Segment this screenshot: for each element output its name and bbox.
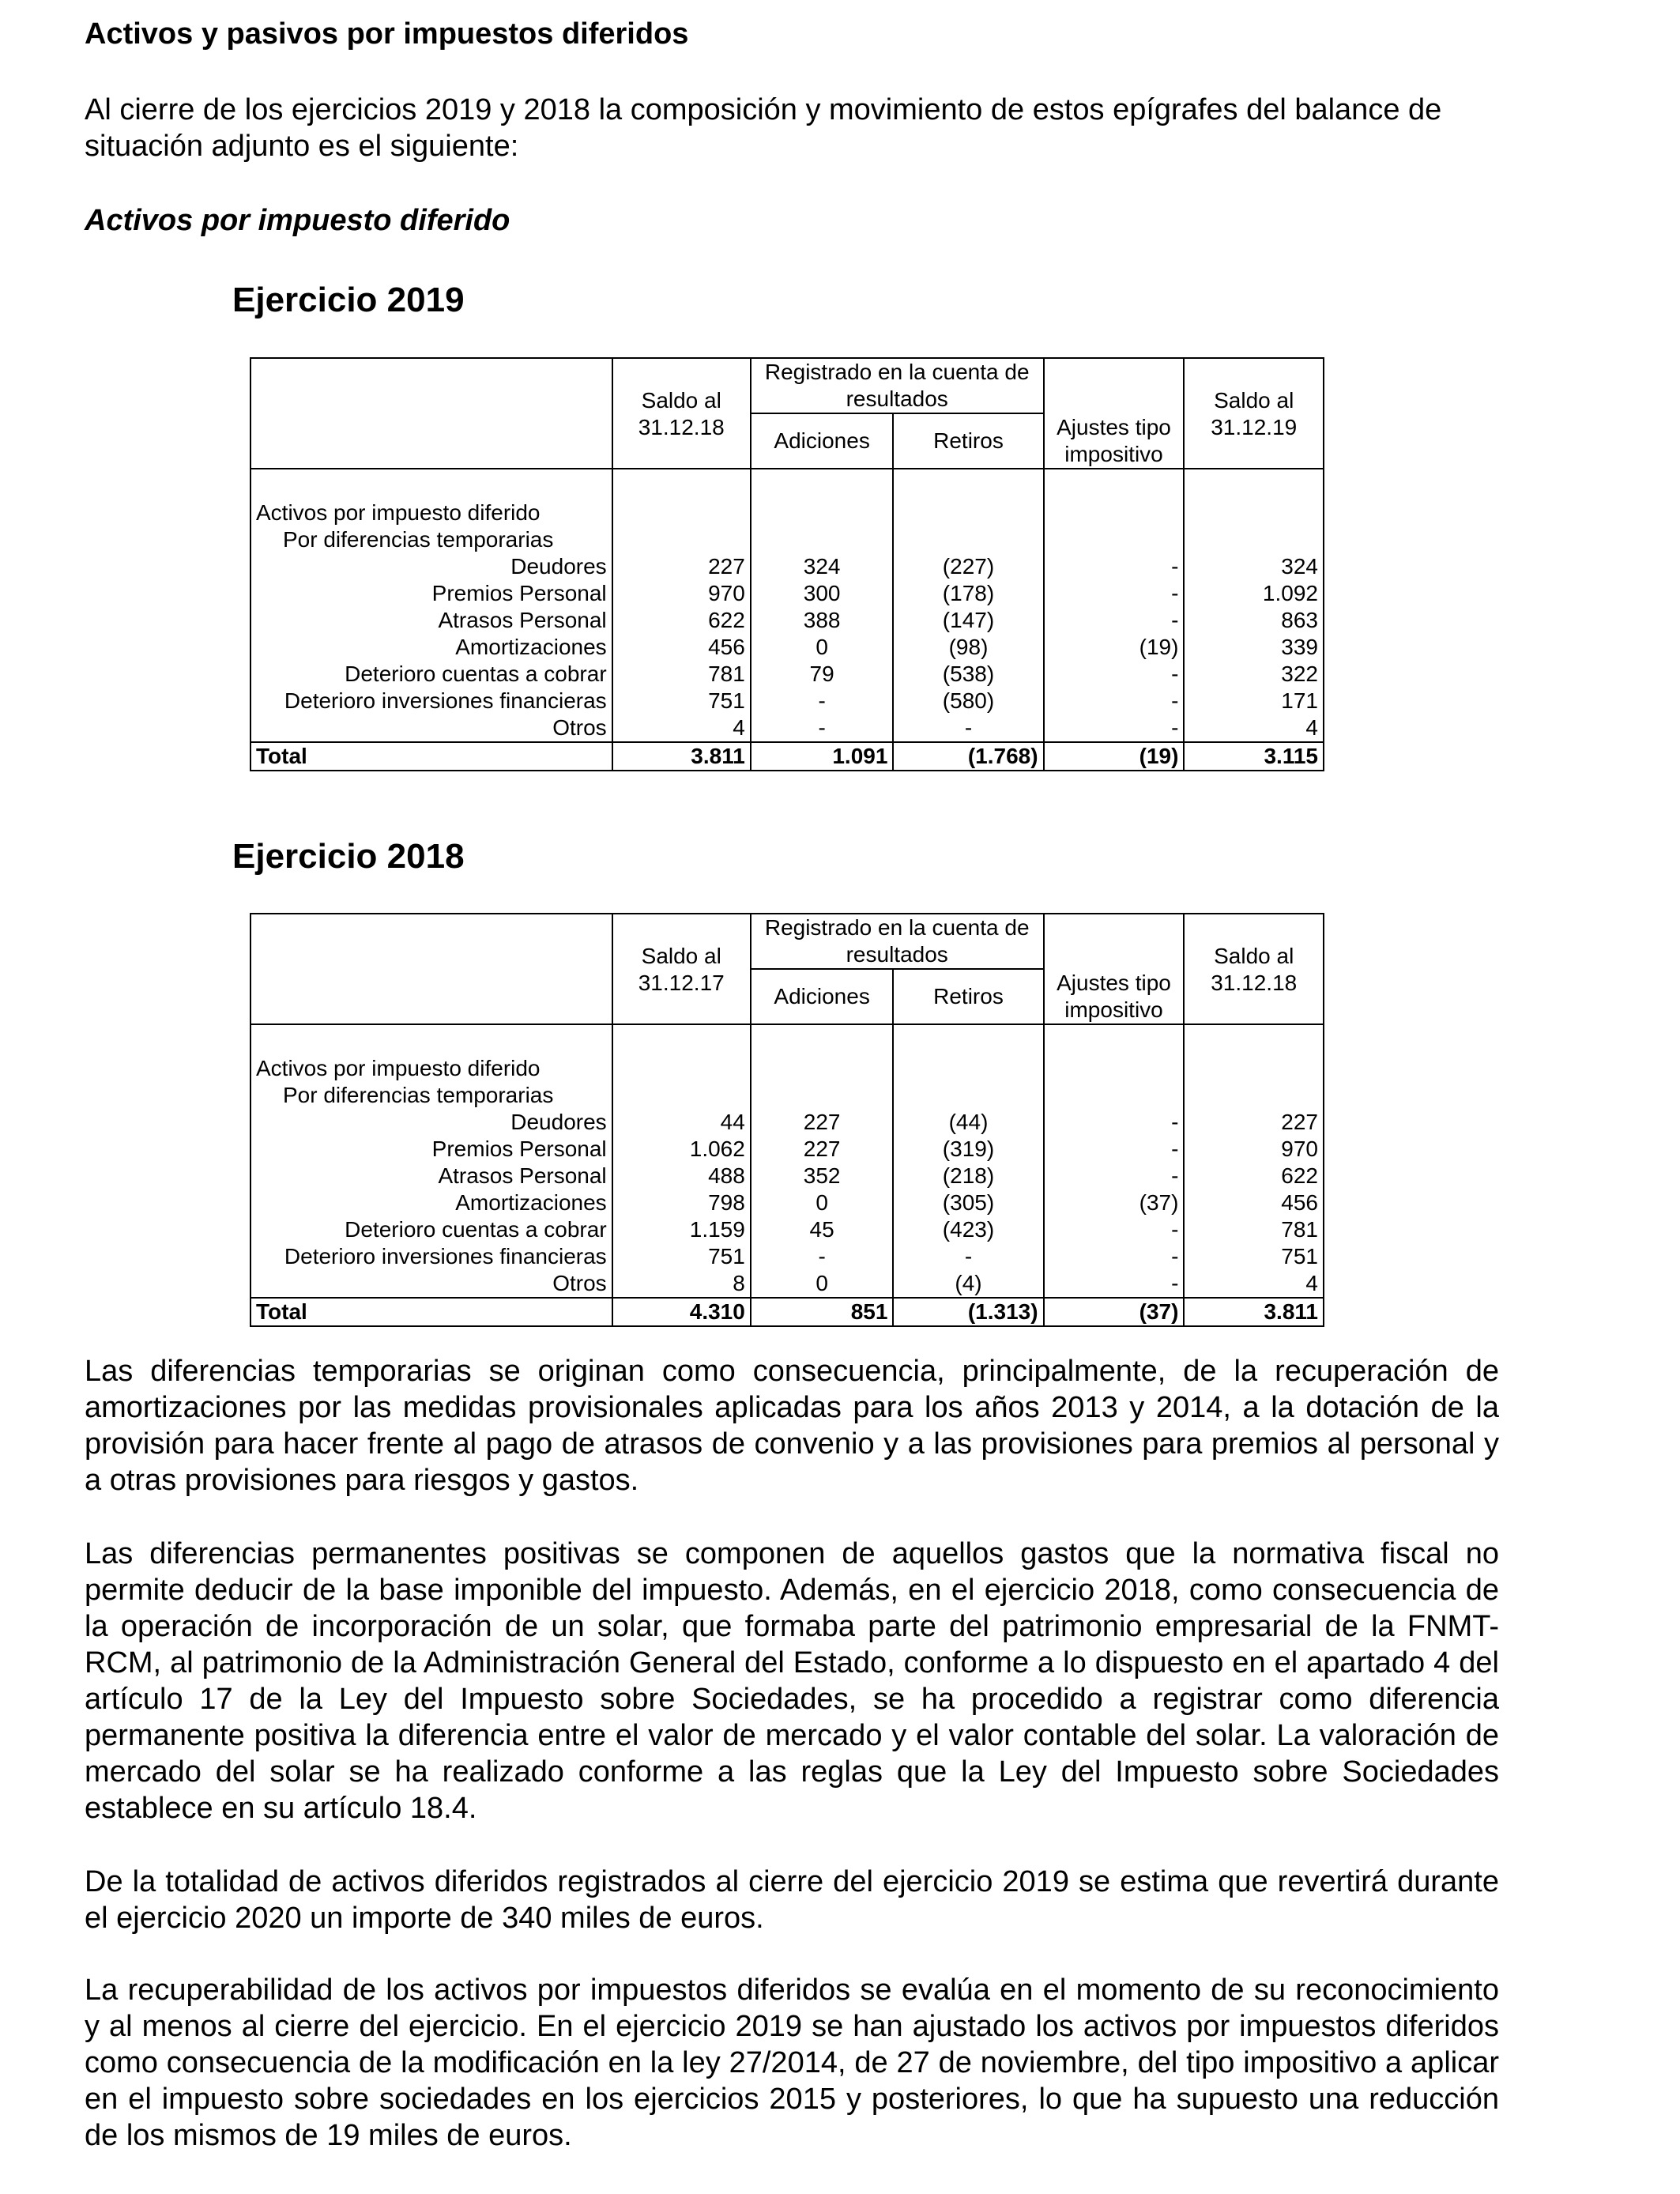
table-row [250, 1189, 1324, 1216]
group-label: Activos por impuesto diferido [250, 499, 612, 526]
cell-saldo-final: 781 [1184, 1216, 1324, 1243]
table-row [250, 714, 1324, 742]
header-registrado-line: Registrado en la cuenta de [764, 915, 1030, 940]
cell-retiros: (305) [893, 1189, 1043, 1216]
cell-saldo-final: 339 [1184, 634, 1324, 661]
header-saldo-final-line: Saldo al [1214, 388, 1294, 413]
cell-adiciones: - [751, 1243, 894, 1270]
header-retiros: Retiros [893, 413, 1043, 469]
header-ajustes-line: Ajustes tipo [1057, 971, 1171, 995]
deferred-tax-table-2019 [250, 357, 1324, 771]
subgroup-label: Por diferencias temporarias [250, 1082, 612, 1109]
total-adiciones: 1.091 [751, 742, 894, 771]
table-row [250, 1270, 1324, 1298]
spacer-cell [751, 469, 894, 499]
cell-adiciones: 0 [751, 1189, 894, 1216]
table-row [250, 553, 1324, 580]
cell-adiciones: 45 [751, 1216, 894, 1243]
row-label: Deterioro inversiones financieras [250, 1243, 612, 1270]
header-ajustes-line: Ajustes tipo [1057, 415, 1171, 439]
cell-saldo-inicial: 622 [612, 607, 751, 634]
total-saldo-inicial: 4.310 [612, 1298, 751, 1326]
paragraph-temporary-differences: Las diferencias temporarias se originan como consecuencia, principalmente, de la recuperación de amortizaciones por las medidas provisionales aplicadas para los años 2013 y 2014, a la dotación de la provisión para hacer frente al pago de atrasos de convenio y a las provisiones para premios al personal y a otras provisiones para riesgos y gastos. [85, 1355, 1499, 1497]
header-ajustes [1044, 914, 1185, 1024]
header-saldo-final-line: 31.12.19 [1211, 415, 1298, 439]
header-registrado-line: resultados [846, 386, 948, 411]
header-adiciones: Adiciones [751, 413, 894, 469]
cell-retiros: (423) [893, 1216, 1043, 1243]
table-row [250, 1136, 1324, 1163]
total-label: Total [250, 1298, 612, 1326]
cell-saldo-inicial: 798 [612, 1189, 751, 1216]
cell-saldo-final: 1.092 [1184, 580, 1324, 607]
empty-cell [893, 1082, 1043, 1109]
cell-retiros: (44) [893, 1109, 1043, 1136]
cell-retiros: (98) [893, 634, 1043, 661]
cell-adiciones: 0 [751, 1270, 894, 1298]
cell-saldo-inicial: 488 [612, 1163, 751, 1189]
header-saldo-final-line: 31.12.18 [1211, 971, 1298, 995]
cell-saldo-final: 751 [1184, 1243, 1324, 1270]
subsection-heading: Activos por impuesto diferido [85, 204, 510, 237]
cell-adiciones: 227 [751, 1136, 894, 1163]
spacer-cell [1184, 1024, 1324, 1055]
cell-saldo-inicial: 4 [612, 714, 751, 742]
cell-saldo-final: 4 [1184, 714, 1324, 742]
empty-cell [1044, 499, 1185, 526]
cell-ajustes: - [1044, 661, 1185, 688]
section-heading: Activos y pasivos por impuestos diferidos [85, 17, 689, 51]
empty-cell [612, 499, 751, 526]
row-label: Deterioro cuentas a cobrar [250, 1216, 612, 1243]
cell-adiciones: 0 [751, 634, 894, 661]
empty-cell [1044, 1082, 1185, 1109]
cell-retiros: - [893, 1243, 1043, 1270]
empty-cell [1184, 499, 1324, 526]
cell-ajustes: - [1044, 1243, 1185, 1270]
cell-ajustes: - [1044, 607, 1185, 634]
header-saldo-inicial [612, 358, 751, 469]
cell-retiros: (147) [893, 607, 1043, 634]
total-ajustes: (19) [1044, 742, 1185, 771]
empty-cell [1044, 1055, 1185, 1082]
row-label: Amortizaciones [250, 1189, 612, 1216]
empty-cell [751, 526, 894, 553]
empty-cell [751, 1055, 894, 1082]
spacer-cell [893, 469, 1043, 499]
cell-adiciones: 79 [751, 661, 894, 688]
row-label: Amortizaciones [250, 634, 612, 661]
cell-saldo-inicial: 8 [612, 1270, 751, 1298]
cell-retiros: (218) [893, 1163, 1043, 1189]
total-retiros: (1.768) [893, 742, 1043, 771]
subgroup-label: Por diferencias temporarias [250, 526, 612, 553]
cell-ajustes: - [1044, 1163, 1185, 1189]
cell-ajustes: - [1044, 714, 1185, 742]
empty-cell [1184, 1082, 1324, 1109]
header-saldo-inicial-line: Saldo al [641, 944, 721, 968]
table-row [250, 580, 1324, 607]
total-row [250, 1298, 1324, 1326]
header-saldo-inicial-line: 31.12.17 [638, 971, 725, 995]
header-registrado [751, 358, 1044, 413]
paragraph-permanent-differences: Las diferencias permanentes positivas se componen de aquellos gastos que la normativa fiscal no permite deducir de la base imponible del impuesto. Además, en el ejercicio 2018, como consecuencia de la operación de incorporación de un solar, que formaba parte del patrimonio empresarial de la FNMT-RCM, al patrimonio de la Administración General del Estado, conforme a lo dispuesto en el apartado 4 del artículo 17 de la Ley del Impuesto sobre Sociedades, se ha procedido a registrar como diferencia permanente positiva la diferencia entre el valor de mercado y el valor contable del solar. La valoración de mercado del solar se ha realizado conforme a las reglas que la Ley del Impuesto sobre Sociedades establece en su artículo 18.4. [85, 1537, 1499, 1825]
cell-saldo-inicial: 456 [612, 634, 751, 661]
spacer-cell [250, 469, 612, 499]
table-row [250, 1243, 1324, 1270]
cell-retiros: (538) [893, 661, 1043, 688]
cell-ajustes: (19) [1044, 634, 1185, 661]
total-saldo-inicial: 3.811 [612, 742, 751, 771]
row-label: Deudores [250, 1109, 612, 1136]
empty-cell [893, 1055, 1043, 1082]
empty-cell [612, 1082, 751, 1109]
row-label: Atrasos Personal [250, 1163, 612, 1189]
cell-saldo-final: 863 [1184, 607, 1324, 634]
cell-adiciones: 227 [751, 1109, 894, 1136]
spacer-cell [1044, 469, 1185, 499]
cell-saldo-inicial: 781 [612, 661, 751, 688]
spacer-cell [1044, 1024, 1185, 1055]
empty-cell [1044, 526, 1185, 553]
header-adiciones: Adiciones [751, 969, 894, 1024]
header-saldo-final [1184, 914, 1324, 1024]
cell-saldo-inicial: 1.159 [612, 1216, 751, 1243]
cell-retiros: (319) [893, 1136, 1043, 1163]
header-ajustes [1044, 358, 1185, 469]
total-ajustes: (37) [1044, 1298, 1185, 1326]
cell-saldo-inicial: 227 [612, 553, 751, 580]
table-title-2018: Ejercicio 2018 [232, 837, 465, 876]
cell-saldo-inicial: 751 [612, 1243, 751, 1270]
cell-saldo-inicial: 44 [612, 1109, 751, 1136]
cell-ajustes: - [1044, 553, 1185, 580]
cell-ajustes: - [1044, 688, 1185, 714]
cell-adiciones: 300 [751, 580, 894, 607]
cell-saldo-final: 227 [1184, 1109, 1324, 1136]
cell-ajustes: - [1044, 1109, 1185, 1136]
empty-cell [751, 499, 894, 526]
row-label: Deterioro cuentas a cobrar [250, 661, 612, 688]
cell-retiros: - [893, 714, 1043, 742]
cell-ajustes: - [1044, 1216, 1185, 1243]
total-row [250, 742, 1324, 771]
table-row [250, 688, 1324, 714]
cell-saldo-final: 622 [1184, 1163, 1324, 1189]
empty-cell [612, 526, 751, 553]
empty-cell [1184, 1055, 1324, 1082]
cell-saldo-inicial: 970 [612, 580, 751, 607]
header-retiros: Retiros [893, 969, 1043, 1024]
header-registrado-line: Registrado en la cuenta de [764, 360, 1030, 384]
intro-paragraph: Al cierre de los ejercicios 2019 y 2018 la composición y movimiento de estos epígrafes del balance de situación adjunto es el siguiente: [85, 93, 1442, 163]
header-ajustes-line: impositivo [1064, 442, 1163, 466]
cell-ajustes: - [1044, 1270, 1185, 1298]
row-label: Atrasos Personal [250, 607, 612, 634]
spacer-cell [1184, 469, 1324, 499]
spacer-cell [250, 1024, 612, 1055]
total-adiciones: 851 [751, 1298, 894, 1326]
row-label: Premios Personal [250, 580, 612, 607]
spacer-cell [751, 1024, 894, 1055]
cell-saldo-inicial: 1.062 [612, 1136, 751, 1163]
cell-retiros: (178) [893, 580, 1043, 607]
row-label: Premios Personal [250, 1136, 612, 1163]
table-title-2019: Ejercicio 2019 [232, 281, 465, 319]
cell-adiciones: 352 [751, 1163, 894, 1189]
empty-cell [893, 499, 1043, 526]
cell-retiros: (580) [893, 688, 1043, 714]
cell-saldo-final: 4 [1184, 1270, 1324, 1298]
total-label: Total [250, 742, 612, 771]
cell-ajustes: - [1044, 580, 1185, 607]
cell-saldo-final: 324 [1184, 553, 1324, 580]
cell-saldo-final: 456 [1184, 1189, 1324, 1216]
cell-adiciones: 388 [751, 607, 894, 634]
table-row [250, 607, 1324, 634]
cell-adiciones: 324 [751, 553, 894, 580]
cell-saldo-final: 171 [1184, 688, 1324, 714]
cell-retiros: (4) [893, 1270, 1043, 1298]
total-saldo-final: 3.811 [1184, 1298, 1324, 1326]
table-row [250, 1109, 1324, 1136]
empty-cell [612, 1055, 751, 1082]
header-saldo-final [1184, 358, 1324, 469]
group-label: Activos por impuesto diferido [250, 1055, 612, 1082]
empty-cell [751, 1082, 894, 1109]
table-row [250, 634, 1324, 661]
header-blank [250, 914, 612, 1024]
paragraph-reversal-estimate: De la totalidad de activos diferidos registrados al cierre del ejercicio 2019 se estima que revertirá durante el ejercicio 2020 un importe de 340 miles de euros. [85, 1865, 1499, 1935]
deferred-tax-table-2018 [250, 913, 1324, 1327]
empty-cell [893, 526, 1043, 553]
empty-cell [1184, 526, 1324, 553]
paragraph-recoverability: La recuperabilidad de los activos por impuestos diferidos se evalúa en el momento de su reconocimiento y al menos al cierre del ejercicio. En el ejercicio 2019 se han ajustado los activos por impuestos diferidos como consecuencia de la modificación en la ley 27/2014, de 27 de noviembre, del tipo impositivo a aplicar en el impuesto sobre sociedades en los ejercicios 2015 y posteriores, lo que ha supuesto una reducción de los mismos de 19 miles de euros. [85, 1973, 1499, 2152]
cell-saldo-final: 970 [1184, 1136, 1324, 1163]
header-saldo-final-line: Saldo al [1214, 944, 1294, 968]
row-label: Otros [250, 1270, 612, 1298]
row-label: Deudores [250, 553, 612, 580]
total-saldo-final: 3.115 [1184, 742, 1324, 771]
spacer-cell [893, 1024, 1043, 1055]
cell-saldo-inicial: 751 [612, 688, 751, 714]
cell-retiros: (227) [893, 553, 1043, 580]
header-registrado [751, 914, 1044, 969]
header-blank [250, 358, 612, 469]
total-retiros: (1.313) [893, 1298, 1043, 1326]
cell-adiciones: - [751, 688, 894, 714]
table-row [250, 661, 1324, 688]
header-ajustes-line: impositivo [1064, 997, 1163, 1022]
row-label: Otros [250, 714, 612, 742]
cell-ajustes: - [1044, 1136, 1185, 1163]
table-row [250, 1163, 1324, 1189]
spacer-cell [612, 1024, 751, 1055]
row-label: Deterioro inversiones financieras [250, 688, 612, 714]
cell-ajustes: (37) [1044, 1189, 1185, 1216]
header-saldo-inicial-line: 31.12.18 [638, 415, 725, 439]
table-row [250, 1216, 1324, 1243]
header-saldo-inicial [612, 914, 751, 1024]
spacer-cell [612, 469, 751, 499]
header-saldo-inicial-line: Saldo al [641, 388, 721, 413]
cell-saldo-final: 322 [1184, 661, 1324, 688]
cell-adiciones: - [751, 714, 894, 742]
header-registrado-line: resultados [846, 942, 948, 967]
